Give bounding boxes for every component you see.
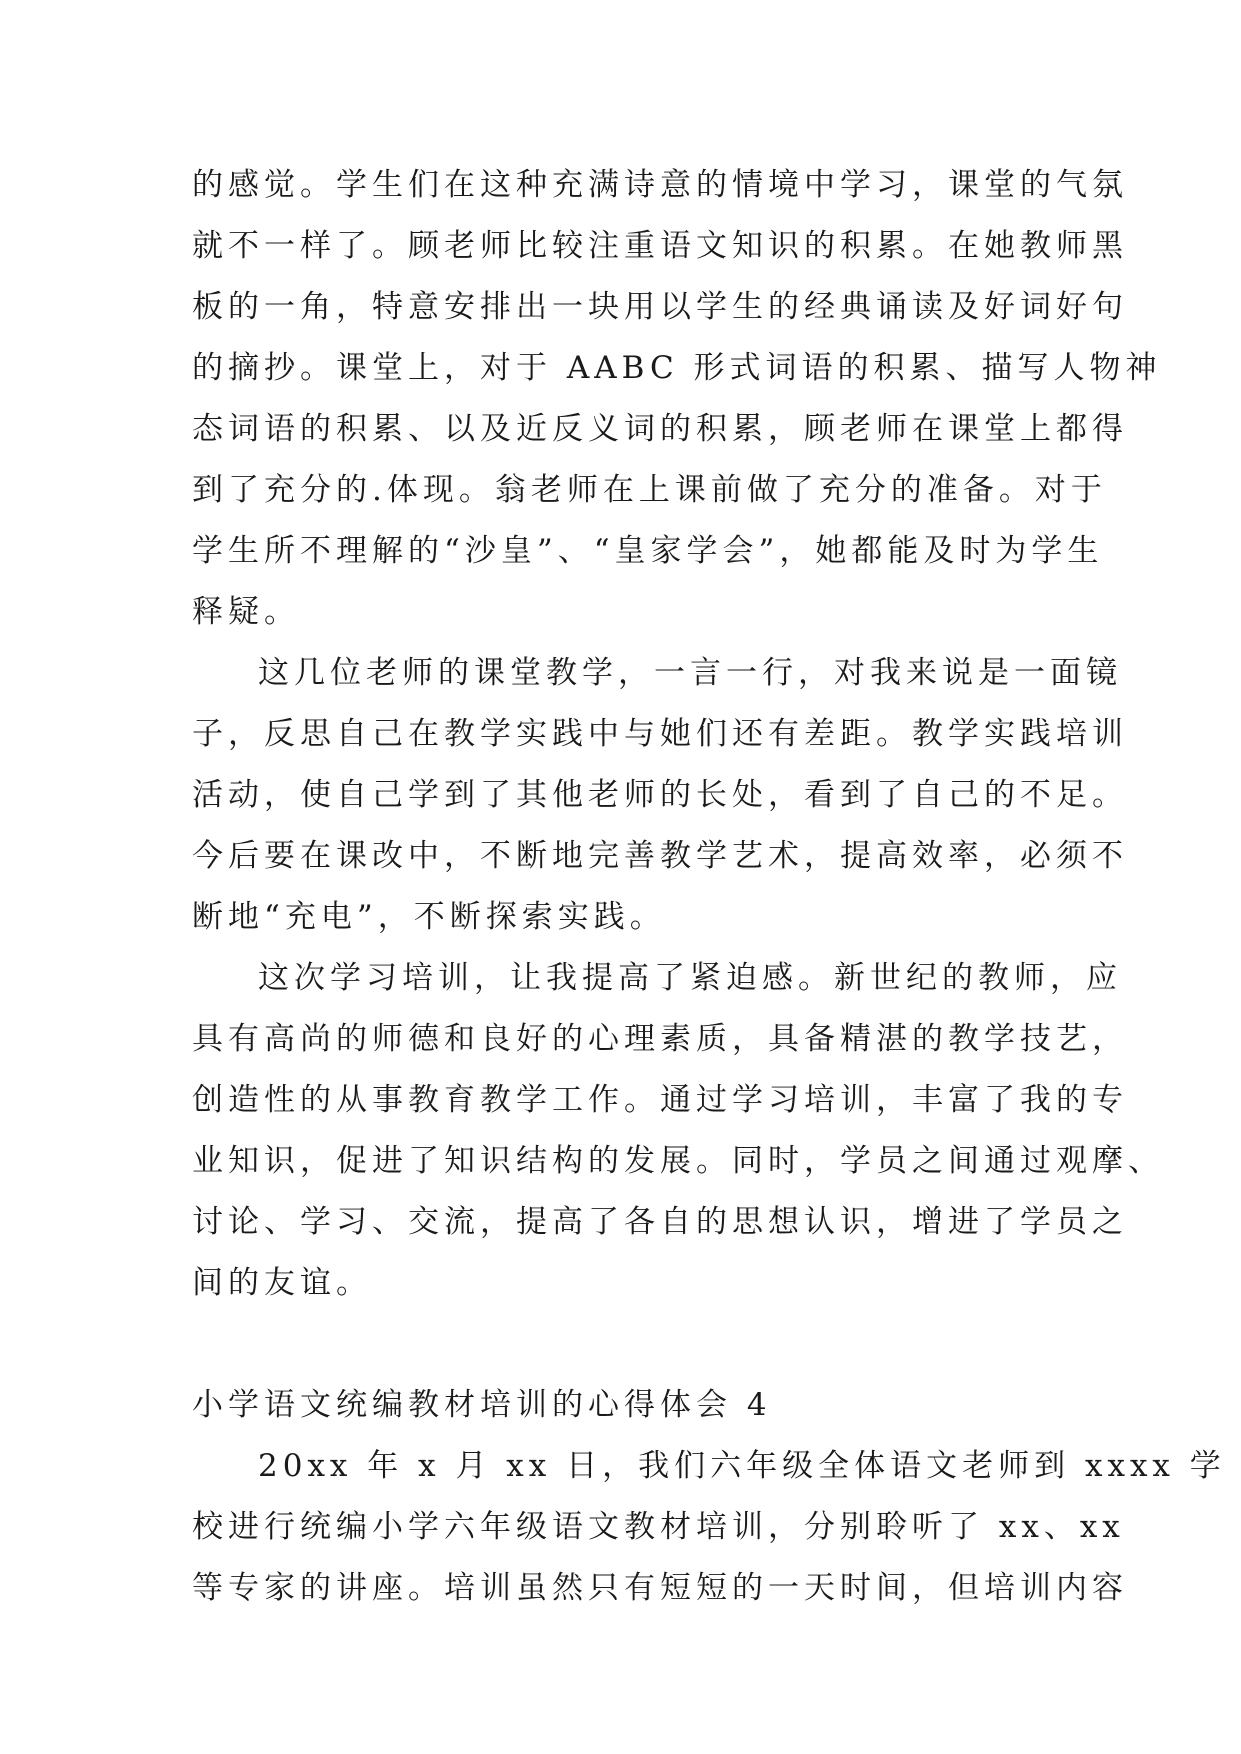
text-line: 的感觉。学生们在这种充满诗意的情境中学习，课堂的气氛 [192, 167, 1128, 203]
text-line: 创造性的从事教育教学工作。通过学习培训，丰富了我的专 [192, 1082, 1128, 1118]
paragraph-3 [192, 948, 1164, 1314]
text-line: 具有高尚的师德和良好的心理素质，具备精湛的教学技艺， [192, 1021, 1128, 1057]
text-line: 态词语的积累、以及近反义词的积累，顾老师在课堂上都得 [192, 411, 1128, 447]
text-line: 的摘抄。课堂上，对于 AABC 形式词语的积累、描写人物神 [192, 350, 1162, 386]
text-line: 20xx 年 x 月 xx 日，我们六年级全体语文老师到 xxxx 学 [258, 1448, 1226, 1484]
text-line: 就不一样了。顾老师比较注重语文知识的积累。在她教师黑 [192, 228, 1128, 264]
text-line: 板的一角，特意安排出一块用以学生的经典诵读及好词好句 [192, 289, 1128, 325]
text-line: 校进行统编小学六年级语文教材培训，分别聆听了 xx、xx [192, 1509, 1125, 1545]
section-title: 小学语文统编教材培训的心得体会 4 [192, 1387, 772, 1423]
text-line: 业知识，促进了知识结构的发展。同时，学员之间通过观摩、 [192, 1143, 1164, 1179]
paragraph-1 [192, 155, 1162, 643]
text-line: 子，反思自己在教学实践中与她们还有差距。教学实践培训 [192, 716, 1128, 752]
text-line: 今后要在课改中，不断地完善教学艺术，提高效率，必须不 [192, 838, 1128, 874]
text-line: 释疑。 [192, 594, 300, 630]
paragraph-4 [192, 1436, 1226, 1619]
text-line: 间的友谊。 [192, 1265, 372, 1301]
text-line: 学生所不理解的“沙皇”、“皇家学会”，她都能及时为学生 [192, 533, 1104, 569]
text-line: 断地“充电”，不断探索实践。 [192, 899, 666, 935]
text-line: 讨论、学习、交流，提高了各自的思想认识，增进了学员之 [192, 1204, 1128, 1240]
text-line: 活动，使自己学到了其他老师的长处，看到了自己的不足。 [192, 777, 1128, 813]
document-body [192, 155, 1226, 1619]
text-line: 等专家的讲座。培训虽然只有短短的一天时间，但培训内容 [192, 1570, 1128, 1606]
text-line: 到了充分的.体现。翁老师在上课前做了充分的准备。对于 [192, 472, 1107, 508]
text-line: 这几位老师的课堂教学，一言一行，对我来说是一面镜 [258, 655, 1122, 691]
paragraph-2 [192, 643, 1128, 948]
text-line: 这次学习培训，让我提高了紧迫感。新世纪的教师，应 [258, 960, 1122, 996]
